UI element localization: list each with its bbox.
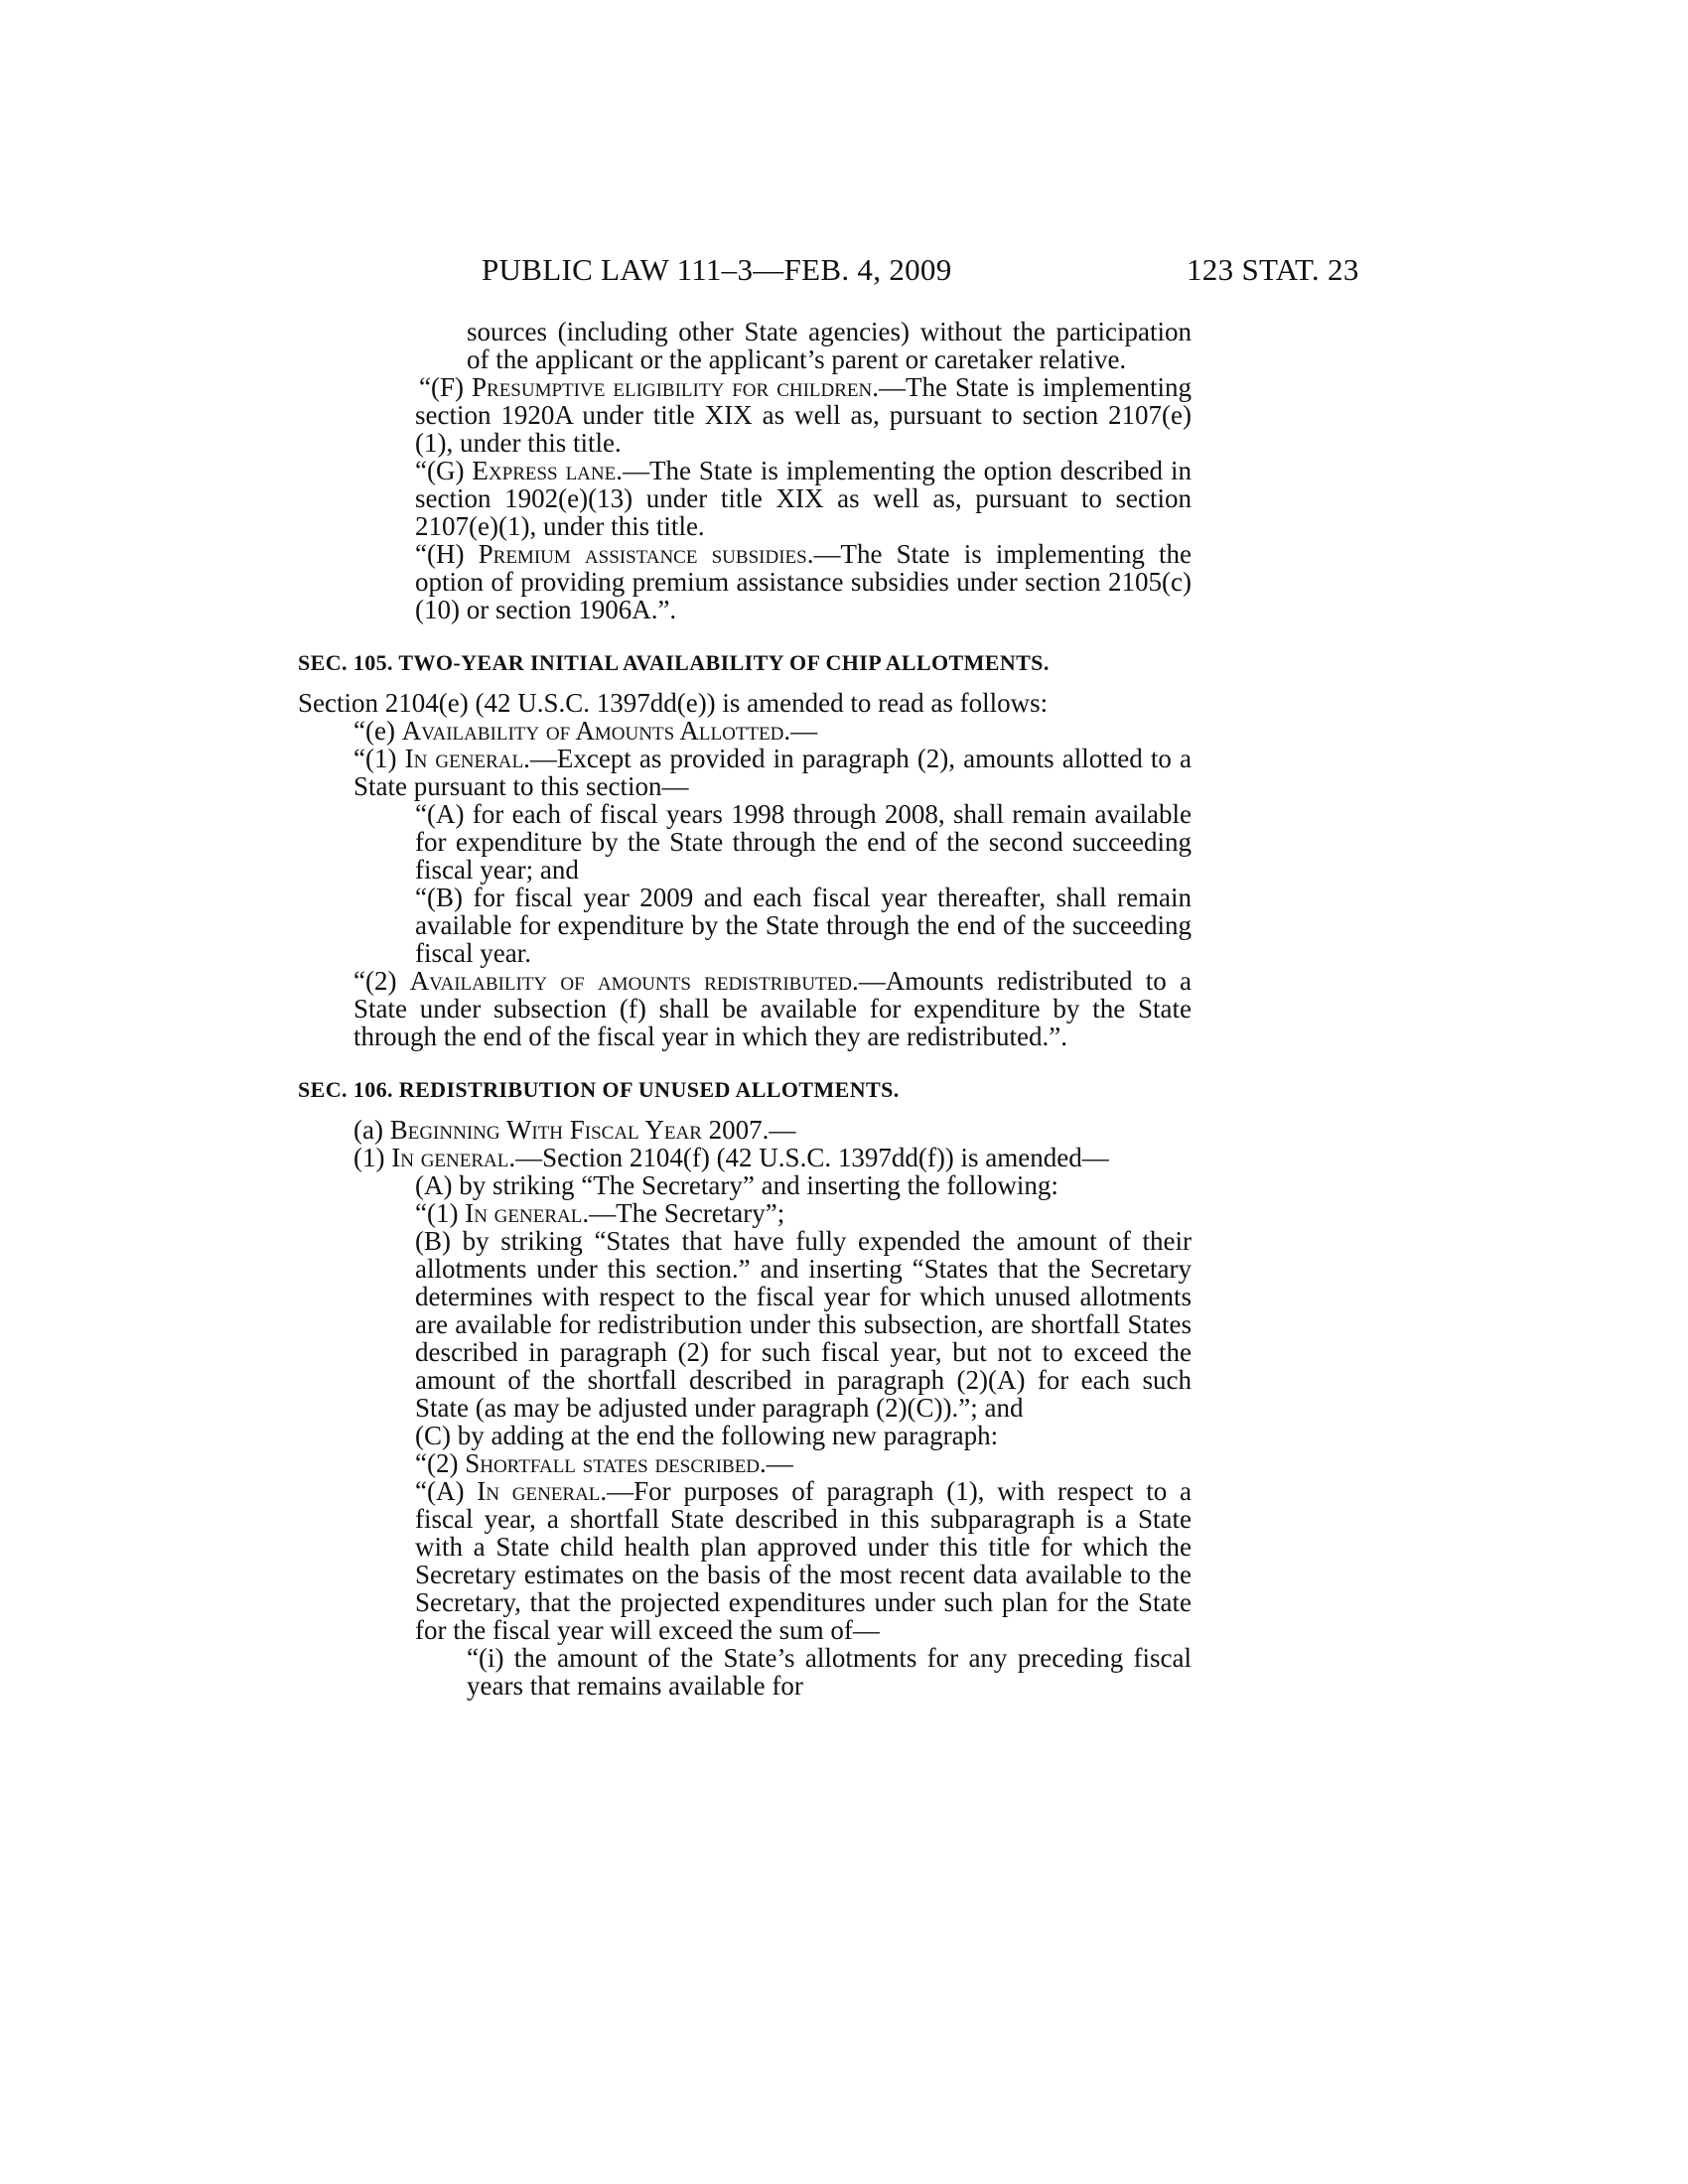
paragraph: [298, 1477, 1192, 1644]
para-text: —The State is implementing section 1920A under title XIX as well as, pursuant to section 2107(e)(1), under this title.: [415, 372, 1193, 458]
paragraph: [298, 745, 1192, 800]
para-prefix: “(1): [415, 1198, 466, 1228]
page-body: [298, 318, 1192, 1700]
para-text: —The Secretary”;: [589, 1198, 785, 1228]
paragraph: “(B) for fiscal year 2009 and each fiscal year thereafter, shall remain available for expenditure by the State through the end of the succeeding fiscal year.: [415, 883, 1192, 968]
para-prefix: “(G): [415, 456, 473, 485]
para-prefix: “(2): [415, 1448, 466, 1478]
paragraph: [298, 1449, 1192, 1477]
para-text: —: [769, 1115, 796, 1145]
para-prefix: “(A): [415, 1476, 478, 1506]
para-heading: Availability of Amounts Allotted.: [401, 716, 791, 746]
paragraph: [298, 1144, 1192, 1171]
para-prefix: “(H): [415, 539, 479, 569]
para-text: —The State is implementing the option described in section 1902(e)(13) under title XIX as well as, pursuant to section 2107(e)(1), under this title.: [415, 456, 1192, 541]
para-prefix: “(2): [353, 966, 410, 996]
para-text: —: [790, 716, 818, 746]
paragraph: sources (including other State agencies) without the participation of the applicant or the applicant’s parent or caretaker relative.: [467, 317, 1192, 374]
para-heading: In general.: [465, 1198, 590, 1228]
paragraph: [298, 967, 1192, 1050]
para-text: —: [766, 1448, 793, 1478]
paragraph: (A) by striking “The Secretary” and inserting the following:: [415, 1170, 1058, 1200]
para-prefix: (a): [353, 1115, 390, 1145]
paragraph: “(A) for each of fiscal years 1998 through 2008, shall remain available for expenditure by the State through the end of the second succeeding fiscal year; and: [415, 799, 1192, 885]
para-heading: Presumptive eligibility for children.: [472, 372, 879, 402]
running-header-title: PUBLIC LAW 111–3—FEB. 4, 2009: [482, 252, 952, 287]
paragraph: (B) by striking “States that have fully expended the amount of their allotments under this section.” and inserting “States that the Secretary determines with respect to the fiscal year for which unused allotments are available for redistribution under this subsection, are shortfall States described in paragraph (2) for such fiscal year, but not to exceed the amount of the shortfall described in paragraph (2)(A) for each such State (as may be adjusted under paragraph (2)(C)).”; and: [415, 1226, 1192, 1423]
para-text: —Section 2104(f) (42 U.S.C. 1397dd(f)) is amended—: [515, 1143, 1109, 1172]
para-heading: In general.: [404, 744, 530, 773]
paragraph: [298, 1116, 1192, 1144]
page-number: 123 STAT. 23: [1187, 252, 1359, 287]
para-prefix: “(1): [353, 744, 405, 773]
para-heading: Shortfall states described.: [465, 1448, 767, 1478]
para-heading: In general.: [391, 1143, 516, 1172]
para-heading: Express lane.: [472, 456, 623, 485]
paragraph: [298, 457, 1192, 540]
section-heading: SEC. 105. TWO-YEAR INITIAL AVAILABILITY OF CHIP ALLOTMENTS.: [298, 650, 1050, 675]
para-heading: In general.: [477, 1476, 608, 1506]
section-heading: SEC. 106. REDISTRIBUTION OF UNUSED ALLOTMENTS.: [298, 1077, 900, 1102]
para-text: —The State is implementing the option of providing premium assistance subsidies under section 2105(c)(10) or section 1906A.”.: [415, 539, 1193, 624]
para-text: —Amounts redistributed to a State under subsection (f) shall be available for expenditure by the State through the end of the fiscal year in which they are redistributed.”.: [353, 966, 1192, 1051]
paragraph: (C) by adding at the end the following new paragraph:: [415, 1421, 999, 1450]
para-prefix: “(e): [353, 716, 402, 746]
para-text: —Except as provided in paragraph (2), amounts allotted to a State pursuant to this section—: [353, 744, 1192, 801]
para-prefix: (1): [353, 1143, 392, 1172]
paragraph: [298, 1199, 1192, 1227]
para-prefix: “(F): [419, 372, 473, 402]
para-heading: Availability of amounts redistributed.: [409, 966, 859, 996]
para-heading: Premium assistance subsidies.: [478, 539, 814, 569]
para-heading: Beginning With Fiscal Year 2007.: [389, 1115, 770, 1145]
para-text: —For purposes of paragraph (1), with respect to a fiscal year, a shortfall State described in this subparagraph is a State with a State child health plan approved under this title for which the Secretary estimates on the basis of the most recent data available to the Secretary, that the projected expenditures under such plan for the State for the fiscal year will exceed the sum of—: [415, 1476, 1192, 1645]
paragraph: [298, 373, 1192, 457]
paragraph: Section 2104(e) (42 U.S.C. 1397dd(e)) is amended to read as follows:: [298, 688, 1049, 718]
paragraph: [298, 717, 1192, 745]
paragraph: [298, 540, 1192, 623]
paragraph: “(i) the amount of the State’s allotments for any preceding fiscal years that remains available for: [467, 1643, 1192, 1701]
